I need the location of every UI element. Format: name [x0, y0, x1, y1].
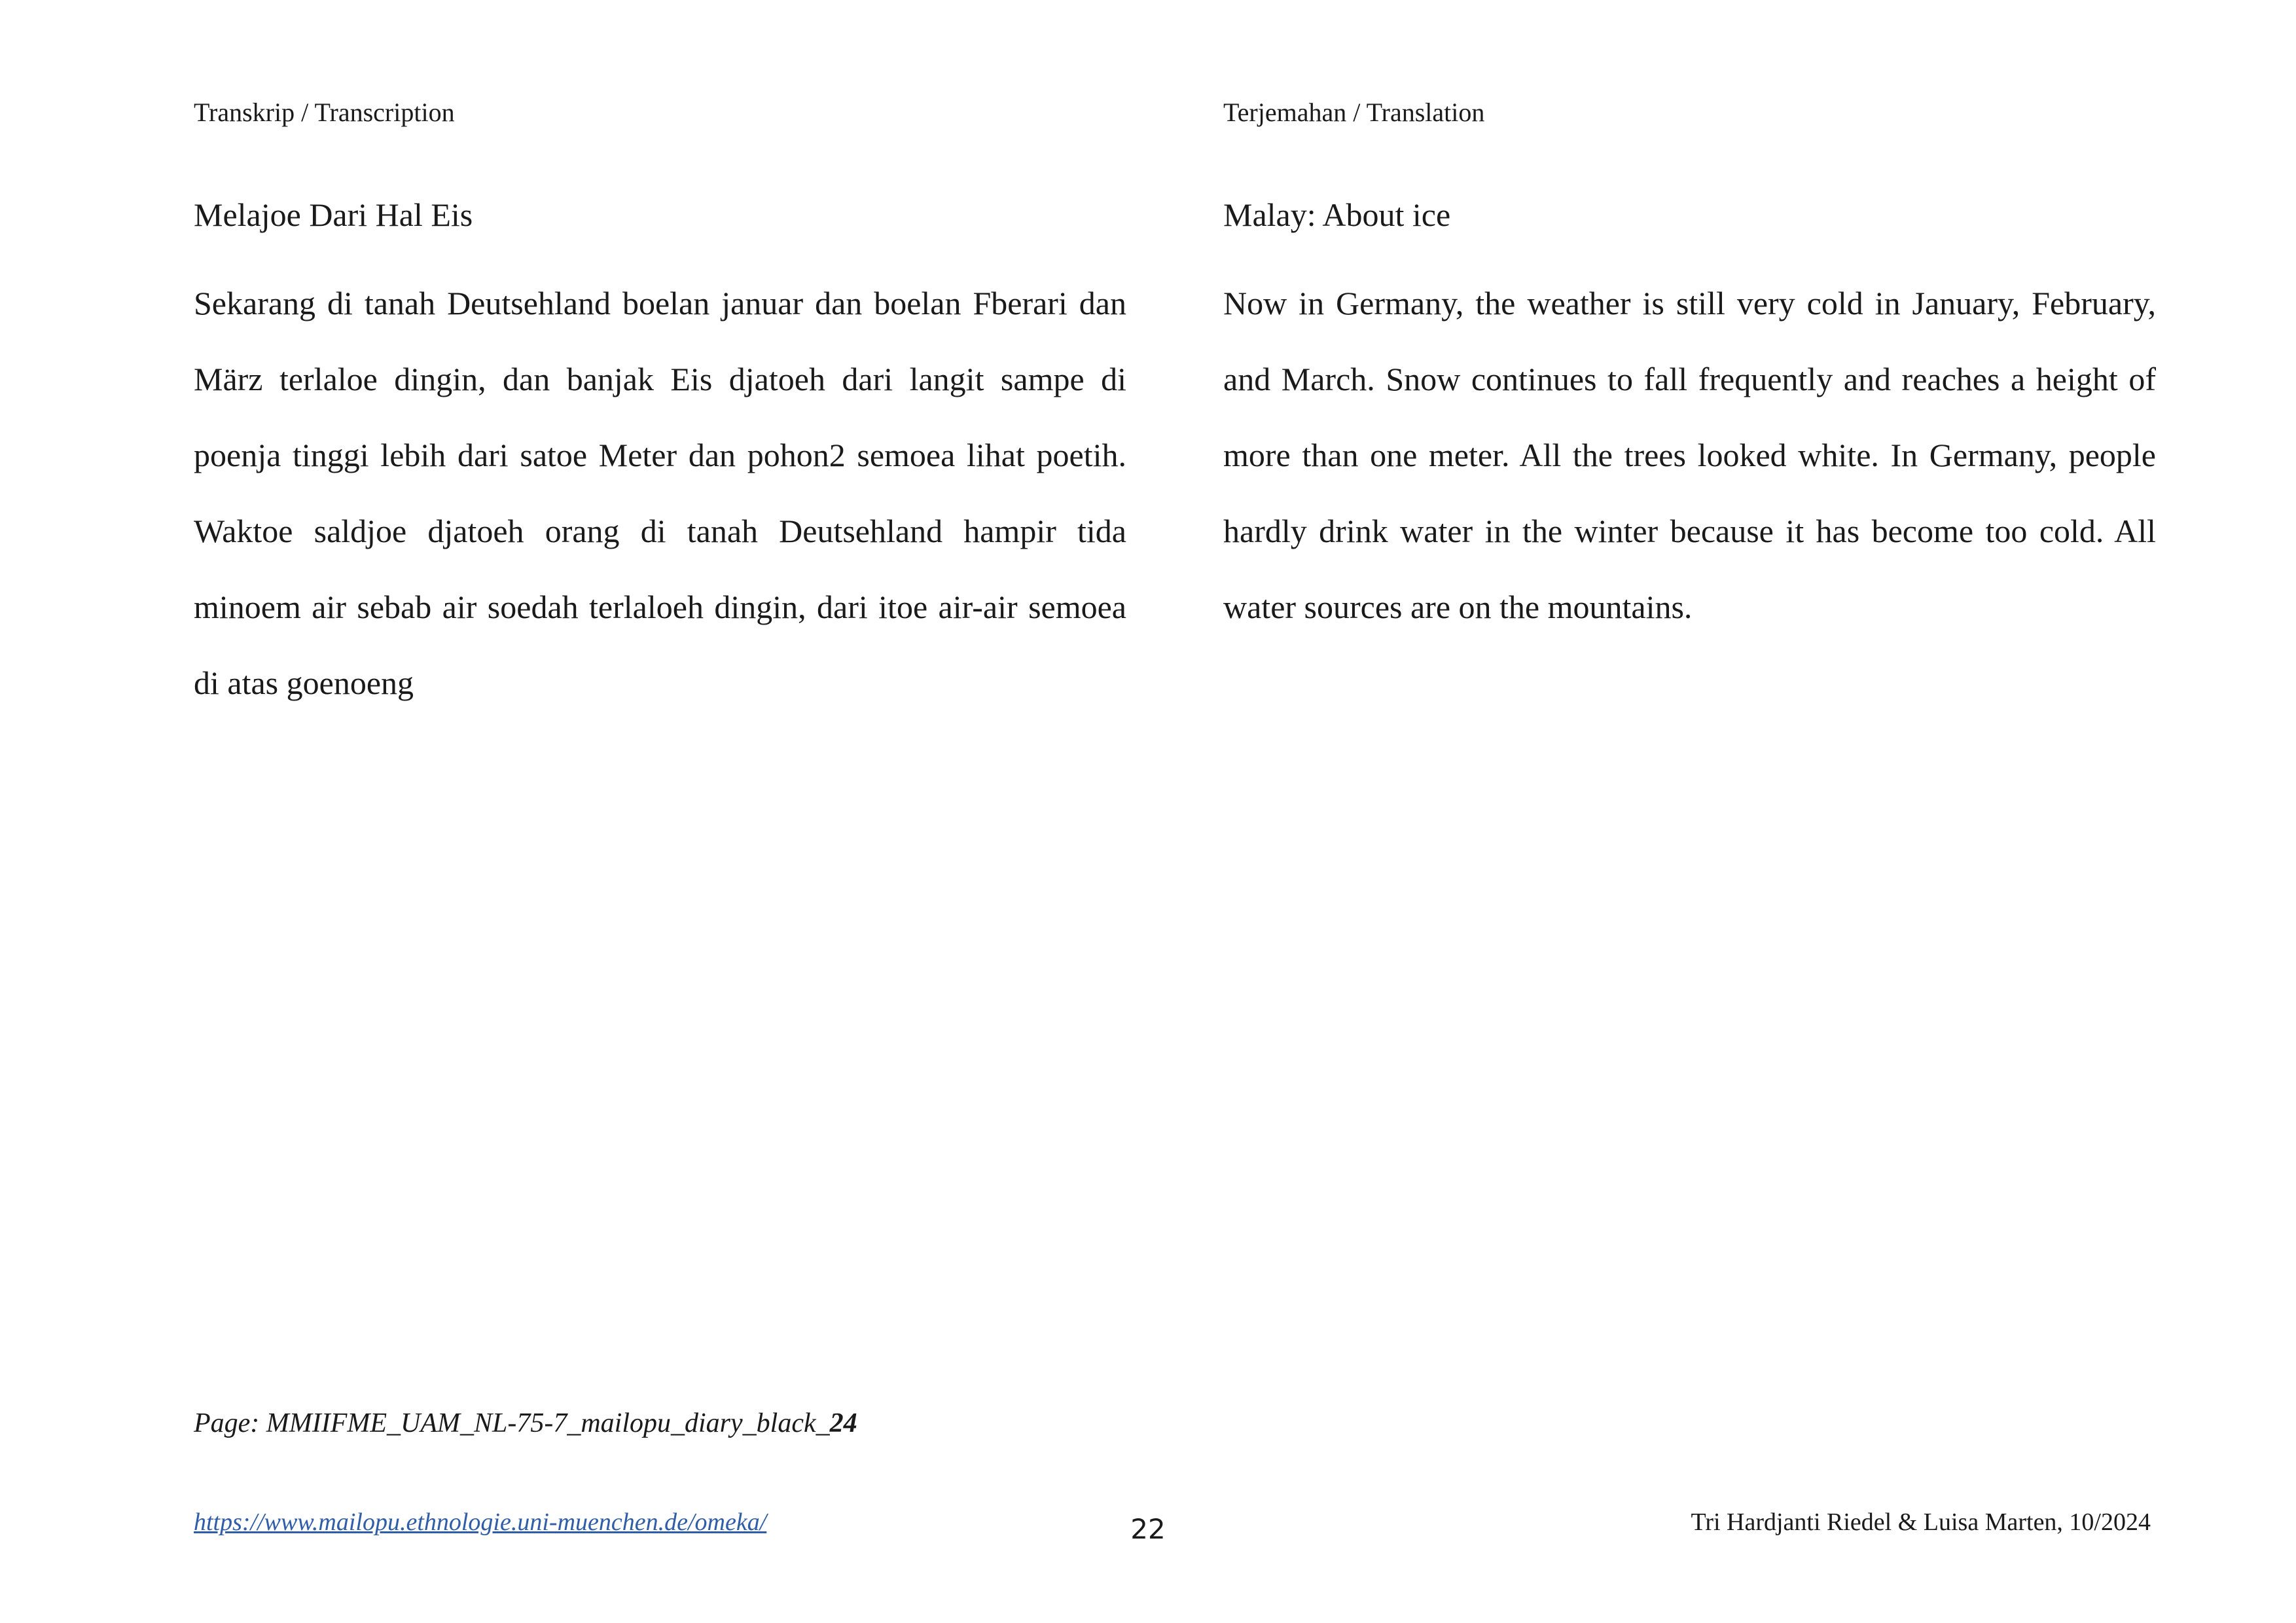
- transcription-column-header: Transkrip / Transcription: [194, 98, 455, 127]
- translation-body-text: Now in Germany, the weather is still very cold in January, February, and March. Snow continues to fall frequently and reaches a height of more than one meter. All the trees looked white. In Germany, people hardly drink water in the winter because it has become too cold. All water sources are on the mountains.: [1223, 285, 2156, 625]
- page-reference: [194, 1406, 857, 1440]
- author-credit: Tri Hardjanti Riedel & Luisa Marten, 10/2024: [1691, 1508, 2151, 1536]
- translation-column-header: Terjemahan / Translation: [1223, 98, 1485, 127]
- page-number: 22: [1130, 1513, 1166, 1545]
- transcription-body-text: Sekarang di tanah Deutsehland boelan januar dan boelan Fberari dan März terlaloe dingin, dan banjak Eis djatoeh dari langit sampe di poenja tinggi lebih dari satoe Meter dan pohon2 semoea lihat poetih. Waktoe saldjoe djatoeh orang di tanah Deutsehland hampir tida minoem air sebab air soedah terlaloeh dingin, dari itoe air-air semoea di atas goenoeng: [194, 285, 1126, 701]
- transcription-title: Melajoe Dari Hal Eis: [194, 196, 473, 233]
- translation-title: Malay: About ice: [1223, 196, 1451, 233]
- archive-link[interactable]: https://www.mailopu.ethnologie.uni-muenchen.de/omeka/: [194, 1508, 767, 1536]
- page-reference-prefix: Page: MMIIFME_UAM_NL-75-7_mailopu_diary_black_: [194, 1408, 830, 1438]
- page-reference-number: 24: [829, 1408, 857, 1438]
